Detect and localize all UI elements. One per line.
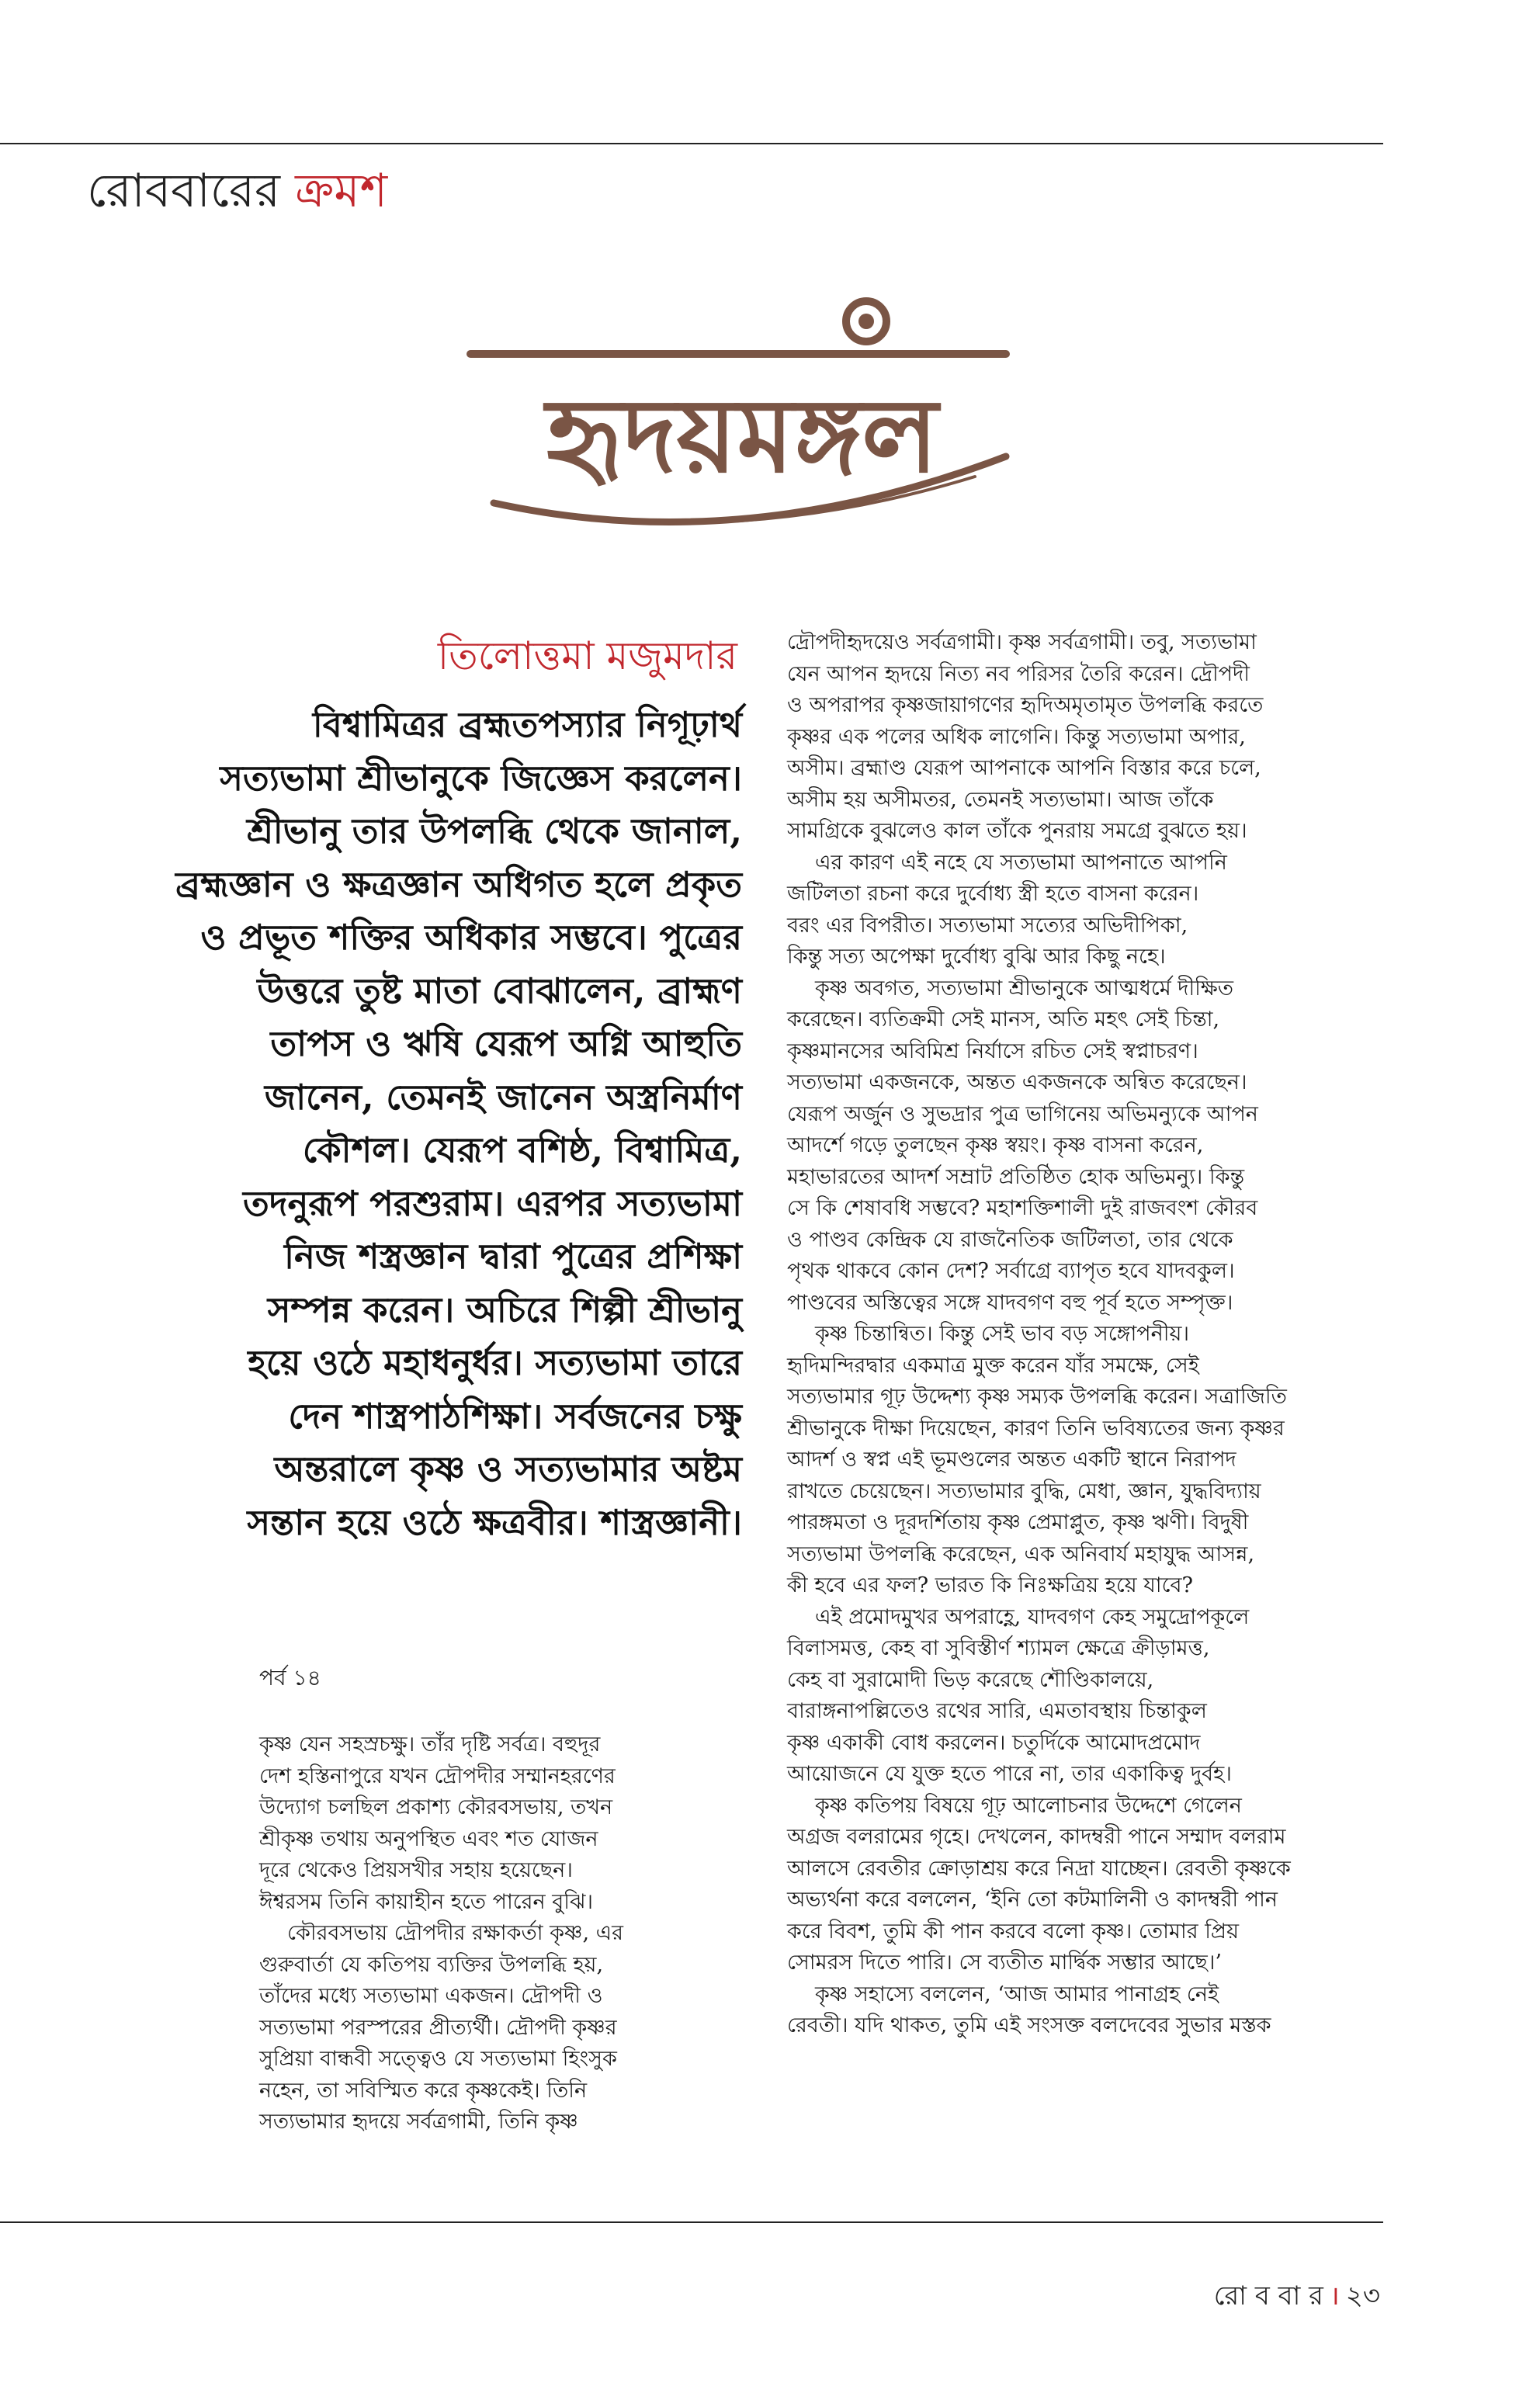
intro-line: কৌশল। যেরূপ বশিষ্ঠ, বিশ্বামিত্র, (302, 1129, 742, 1170)
body-line: হৃদিমন্দিরদ্বার একমাত্র মুক্ত করেন যাঁর সমক্ষে, সেই (787, 1353, 1199, 1378)
body-line: ও অপরাপর কৃষ্ণজায়াগণের হৃদিঅমৃতামৃত উপলব্ধি করতে (787, 693, 1264, 717)
body-line: সোমরস দিতে পারি। সে ব্যতীত মার্দ্বিক সম্ভার আছে।’ (787, 1951, 1222, 1975)
body-line: দ্রৌপদীহৃদয়েও সর্বত্রগামী। কৃষ্ণ সর্বত্রগামী। তবু, সত্যভামা (787, 630, 1257, 654)
body-line: করেছেন। ব্যতিক্রমী সেই মানস, অতি মহৎ সেই চিন্তা, (787, 1007, 1220, 1032)
body-line: কৃষ্ণ অবগত, সত্যভামা শ্রীভানুকে আত্মধর্মে দীক্ষিত (815, 976, 1234, 1001)
body-line: বরং এর বিপরীত। সত্যভামা সত্যের অভিদীপিকা, (787, 913, 1188, 938)
body-line: আয়োজনে যে যুক্ত হতে পারে না, তার একাকিত্ব দুর্বহ। (787, 1762, 1232, 1786)
body-line: এর কারণ এই নহে যে সত্যভামা আপনাতে আপনি (815, 850, 1227, 875)
intro-line: বিশ্বামিত্রর ব্রহ্মতপস্যার নিগূঢ়ার্থ (312, 704, 742, 745)
body-line: কৃষ্ণ যেন সহস্রচক্ষু। তাঁর দৃষ্টি সর্বত্র। বহুদূর (259, 1732, 601, 1757)
body-line: কৃষ্ণ সহাস্যে বললেন, ‘আজ আমার পানাগ্রহ নেই (815, 1982, 1219, 2006)
body-line: যেরূপ অর্জুন ও সুভদ্রার পুত্র ভাগিনেয় অভিমন্যুকে আপন (787, 1101, 1258, 1126)
body-line: দেশ হস্তিনাপুরে যখন দ্রৌপদীর সম্মানহরণের (259, 1764, 616, 1788)
body-line: কৌরবসভায় দ্রৌপদীর রক্ষাকর্তা কৃষ্ণ, এর (287, 1921, 624, 1945)
body-line: সত্যভামা একজনকে, অন্তত একজনকে অন্বিত করেছেন। (787, 1070, 1247, 1094)
body-line: ঈশ্বরসম তিনি কায়াহীন হতে পারেন বুঝি। (259, 1889, 594, 1914)
intro-paragraph (146, 699, 742, 1549)
body-line: কৃষ্ণর এক পলের অধিক লাগেনি। কিন্তু সত্যভামা অপার, (787, 724, 1246, 749)
body-line: নহেন, তা সবিস্মিত করে কৃষ্ণকেই। তিনি (259, 2078, 588, 2103)
series-logo (463, 293, 1021, 551)
body-line: অগ্রজ বলরামের গৃহে। দেখলেন, কাদম্বরী পানে সম্মাদ বলরাম (787, 1825, 1286, 1849)
body-line: বিলাসমত্ত, কেহ বা সুবিস্তীর্ণ শ্যামল ক্ষেত্রে ক্রীড়ামত্ত, (787, 1636, 1210, 1660)
intro-line: হয়ে ওঠে মহাধনুর্ধর। সত্যভামা তারে (248, 1342, 742, 1383)
body-line: তাঁদের মধ্যে সত্যভামা একজন। দ্রৌপদী ও (259, 1984, 603, 2008)
body-line: কী হবে এর ফল? ভারত কি নিঃক্ষত্রিয় হয়ে যাবে? (787, 1573, 1193, 1597)
intro-line: ব্রহ্মজ্ঞান ও ক্ষত্রজ্ঞান অধিগত হলে প্রকৃত (175, 863, 742, 905)
page-footer (1214, 2276, 1380, 2320)
body-line: ও পাণ্ডব কেন্দ্রিক যে রাজনৈতিক জটিলতা, তার থেকে (787, 1227, 1233, 1252)
body-line: কেহ বা সুরামোদী ভিড় করেছে শৌণ্ডিকালয়ে, (787, 1667, 1154, 1692)
intro-line: নিজ শস্ত্রজ্ঞান দ্বারা পুত্রের প্রশিক্ষা (284, 1236, 742, 1277)
body-line: আদর্শে গড়ে তুলছেন কৃষ্ণ স্বয়ং। কৃষ্ণ বাসনা করেন, (787, 1133, 1204, 1157)
body-line: শ্রীভানুকে দীক্ষা দিয়েছেন, কারণ তিনি ভবিষ্যতের জন্য কৃষ্ণর (787, 1416, 1285, 1441)
section-label-accent: ক্রমশ (295, 164, 388, 218)
intro-line: অন্তরালে কৃষ্ণ ও সত্যভামার অষ্টম (274, 1448, 742, 1490)
page-number: ২৩ (1345, 2280, 1380, 2311)
intro-line: জানেন, তেমনই জানেন অস্ত্রনির্মাণ (264, 1076, 742, 1118)
body-line: কিন্তু সত্য অপেক্ষা দুর্বোধ্য বুঝি আর কিছু নহে। (787, 945, 1166, 969)
body-line: উদ্যোগ চলছিল প্রকাশ্য কৌরবসভায়, তখন (259, 1795, 613, 1819)
episode-label: পর্ব ১৪ (259, 1665, 321, 1691)
intro-line: তাপস ও ঋষি যেরূপ অগ্নি আহুতি (270, 1023, 742, 1064)
body-line: পাণ্ডবের অস্তিত্বের সঙ্গে যাদবগণ বহু পূর্ব হতে সম্পৃক্ত। (787, 1290, 1233, 1315)
body-line: আলসে রেবতীর ক্রোড়াশ্রয় করে নিদ্রা যাচ্ছেন। রেবতী কৃষ্ণকে (787, 1856, 1291, 1881)
section-label-main: রোববারের (87, 164, 281, 218)
body-line: সত্যভামার গূঢ় উদ্দেশ্য কৃষ্ণ সম্যক উপলব্ধি করেন। সত্রাজিতি (787, 1385, 1287, 1409)
section-label (87, 155, 387, 233)
author-name: তিলোত্তমা মজুমদার (437, 633, 737, 678)
body-line: অসীম। ব্রহ্মাণ্ড যেরূপ আপনাকে আপনি বিস্তার করে চলে, (787, 756, 1261, 780)
intro-line: সত্যভামা শ্রীভানুকে জিজ্ঞেস করলেন। (220, 757, 742, 799)
body-line: যেন আপন হৃদয়ে নিত্য নব পরিসর তৈরি করেন। দ্রৌপদী (787, 661, 1250, 686)
body-line: সত্যভামা পরস্পরের প্রীত্যর্থী। দ্রৌপদী কৃষ্ণর (259, 2015, 617, 2040)
body-line: আদর্শ ও স্বপ্ন এই ভূমণ্ডলের অন্তত একটি স্থানে নিরাপদ (787, 1448, 1237, 1472)
footer-magazine-name: রো ব বা র (1213, 2280, 1323, 2311)
body-line: অসীম হয় অসীমতর, তেমনই সত্যভামা। আজ তাঁকে (787, 787, 1214, 812)
body-line: গুরুবার্তা যে কতিপয় ব্যক্তির উপলব্ধি হয়, (259, 1952, 604, 1977)
intro-line: শ্রীভানু তার উপলব্ধি থেকে জানাল, (246, 810, 742, 851)
intro-line: উত্তরে তুষ্ট মাতা বোঝালেন, ব্রাহ্মণ (257, 969, 742, 1011)
intro-line: সম্পন্ন করেন। অচিরে শিল্পী শ্রীভানু (267, 1288, 742, 1330)
body-line: রাখতে চেয়েছেন। সত্যভামার বুদ্ধি, মেধা, জ্ঞান, যুদ্ধবিদ্যায় (787, 1479, 1261, 1503)
body-line: কৃষ্ণ একাকী বোধ করলেন। চতুর্দিকে আমোদপ্রমোদ (787, 1730, 1201, 1755)
body-column-right (787, 627, 1377, 2042)
body-line: সত্যভামার হৃদয়ে সর্বত্রগামী, তিনি কৃষ্ণ (259, 2110, 578, 2134)
intro-line: ও প্রভূত শক্তির অধিকার সম্ভবে। পুত্রের (200, 917, 742, 958)
bottom-rule (0, 2221, 1383, 2223)
top-rule (0, 143, 1383, 144)
body-line: সুপ্রিয়া বান্ধবী সত্ত্বেও যে সত্যভামা হিংসুক (259, 2047, 617, 2071)
body-line: কৃষ্ণ চিন্তান্বিত। কিন্তু সেই ভাব বড় সঙ্গোপনীয়। (815, 1322, 1190, 1346)
body-line: জটিলতা রচনা করে দুর্বোধ্য স্ত্রী হতে বাসনা করেন। (787, 882, 1199, 906)
body-line: সামগ্রিকে বুঝলেও কাল তাঁকে পুনরায় সমগ্রে বুঝতে হয়। (787, 819, 1247, 843)
body-line: সত্যভামা উপলব্ধি করেছেন, এক অনিবার্য মহাযুদ্ধ আসন্ন, (787, 1542, 1255, 1566)
body-line: কৃষ্ণ কতিপয় বিষয়ে গূঢ় আলোচনার উদ্দেশে গেলেন (815, 1793, 1242, 1818)
intro-line: সন্তান হয়ে ওঠে ক্ষত্রবীর। শাস্ত্রজ্ঞানী। (247, 1501, 742, 1543)
body-line: কৃষ্ণমানসের অবিমিশ্র নির্যাসে রচিত সেই স্বপ্নাচরণ। (787, 1039, 1198, 1063)
body-line: করে বিবশ, তুমি কী পান করবে বলো কৃষ্ণ। তোমার প্রিয় (787, 1919, 1239, 1944)
body-line: পারঙ্গমতা ও দূরদর্শিতায় কৃষ্ণ প্রেমাপ্লুত, কৃষ্ণ ঋণী। বিদুষী (787, 1510, 1249, 1535)
body-line: মহাভারতের আদর্শ সম্রাট প্রতিষ্ঠিত হোক অভিমন্যু। কিন্তু (787, 1164, 1245, 1189)
footer-separator: । (1329, 2280, 1340, 2311)
intro-line: দেন শাস্ত্রপাঠশিক্ষা। সর্বজনের চক্ষু (288, 1395, 742, 1437)
logo-title: হৃদয়মঙ্গল (546, 376, 938, 496)
body-line: বারাঙ্গনাপল্লিতেও রথের সারি, এমতাবস্থায় চিন্তাকুল (787, 1699, 1207, 1723)
body-line: অভ্যর্থনা করে বললেন, ‘ইনি তো কটমালিনী ও কাদম্বরী পান (787, 1888, 1278, 1912)
intro-line: তদনুরূপ পরশুরাম। এরপর সত্যভামা (243, 1182, 742, 1224)
body-line: দূরে থেকেও প্রিয়সখীর সহায় হয়েছেন। (259, 1858, 573, 1882)
body-line: পৃথক থাকবে কোন দেশ? সর্বাগ্রে ব্যাপৃত হবে যাদবকুল। (787, 1259, 1235, 1283)
body-column-left (259, 1729, 741, 2138)
body-line: এই প্রমোদমুখর অপরাহ্ণে, যাদবগণ কেহ সমুদ্রোপকূলে (815, 1604, 1250, 1629)
body-line: রেবতী। যদি থাকত, তুমি এই সংসক্ত বলদেবের সুভার মস্তক (787, 2013, 1271, 2038)
body-line: শ্রীকৃষ্ণ তথায় অনুপস্থিত এবং শত যোজন (259, 1826, 598, 1851)
body-line: সে কি শেষাবধি সম্ভবে? মহাশক্তিশালী দুই রাজবংশ কৌরব (787, 1196, 1258, 1220)
